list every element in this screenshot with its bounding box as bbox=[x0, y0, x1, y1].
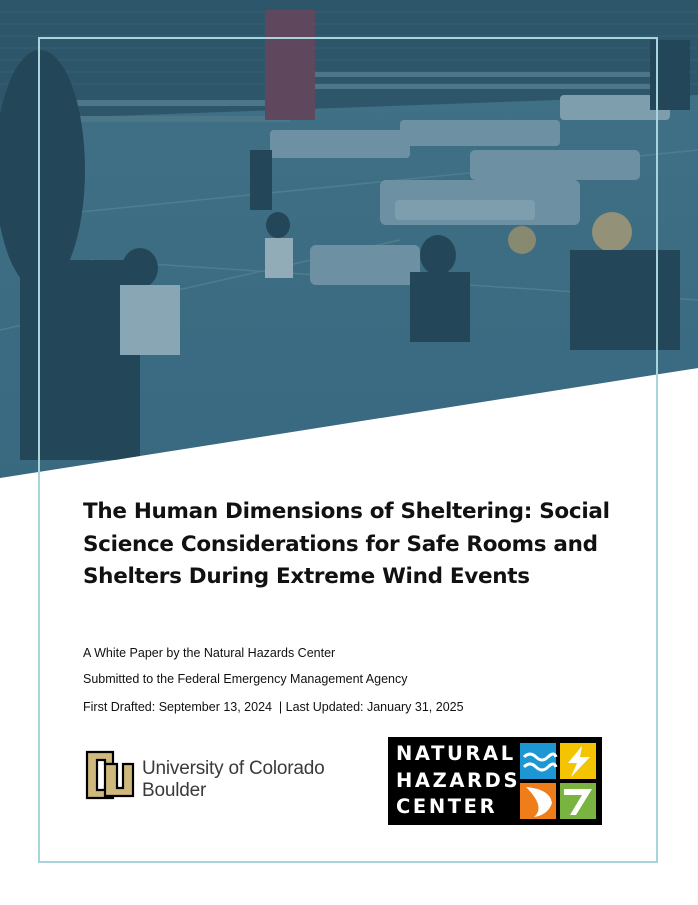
cu-wordmark bbox=[142, 758, 325, 802]
cu-name-line2: Boulder bbox=[142, 780, 207, 801]
nhc-wordmark bbox=[396, 741, 521, 821]
byline: A White Paper by the Natural Hazards Center bbox=[83, 646, 336, 660]
submitted-to: Submitted to the Federal Emergency Management Agency bbox=[83, 672, 408, 686]
nhc-line3: CENTER bbox=[396, 795, 498, 818]
water-tile-icon bbox=[520, 743, 556, 779]
report-title: The Human Dimensions of Sheltering: Social Science Considerations for Safe Rooms and Shelters During Extreme Wind Events bbox=[83, 499, 610, 589]
nhc-line1: NATURAL bbox=[396, 742, 516, 765]
cu-name-line1: University of Colorado bbox=[142, 758, 325, 779]
date-separator: | bbox=[271, 700, 286, 714]
last-updated-date: Last Updated: January 31, 2025 bbox=[285, 700, 464, 714]
first-drafted-date: First Drafted: September 13, 2024 bbox=[83, 700, 272, 714]
nhc-line2: HAZARDS bbox=[396, 768, 521, 792]
cu-monogram-icon bbox=[83, 748, 135, 804]
wind-tile-icon bbox=[560, 783, 596, 819]
natural-hazards-center-logo bbox=[388, 737, 602, 825]
dates-line bbox=[83, 700, 464, 714]
cu-boulder-logo bbox=[83, 745, 353, 805]
nhc-hazard-tiles bbox=[520, 743, 596, 819]
